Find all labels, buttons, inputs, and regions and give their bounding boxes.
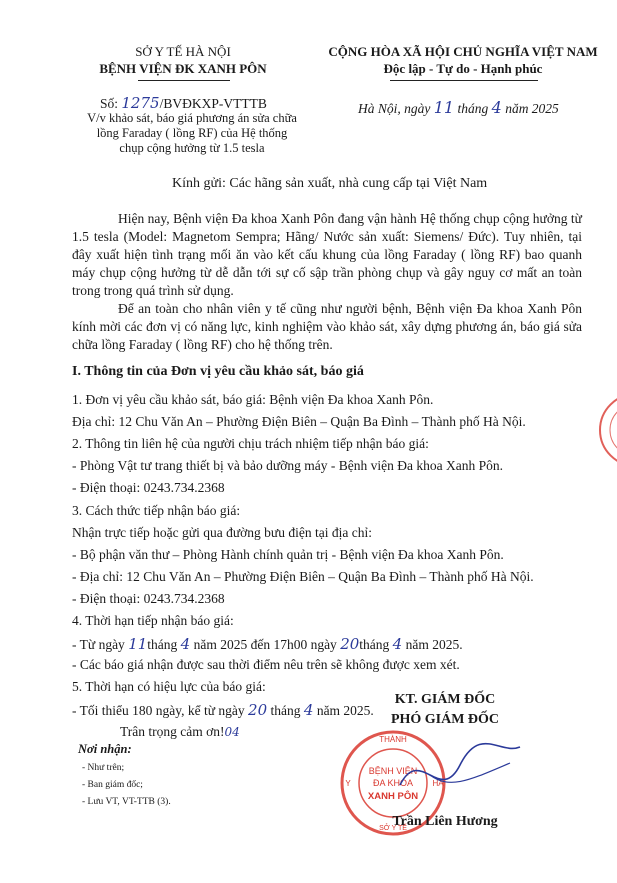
recipient-item: - Ban giám đốc; bbox=[82, 780, 143, 790]
country-name: CỘNG HÒA XÃ HỘI CHỦ NGHĨA VIỆT NAM bbox=[328, 44, 598, 59]
validity-day: 20 bbox=[248, 701, 268, 719]
document-number bbox=[100, 94, 267, 112]
info-line: - Điện thoại: 0243.734.2368 bbox=[72, 480, 225, 495]
subject-line-3: chụp cộng hưởng từ 1.5 tesla bbox=[119, 141, 265, 155]
info-line: - Địa chỉ: 12 Chu Văn An – Phường Điện Biên – Quận Ba Đình – Thành phố Hà Nội. bbox=[72, 569, 534, 584]
deadline-day-2: 20 bbox=[340, 635, 360, 653]
paragraph-2: Để an toàn cho nhân viên y tế cũng như người bệnh, Bệnh viện Đa khoa Xanh Pôn kính mời các đơn vị có năng lực, kinh nghiệm vào khảo sát, xây dựng phương án, báo giá sửa chữa lồng Faraday ( lồng RF) cho hệ thống trên. bbox=[72, 301, 582, 352]
date-month-label: tháng bbox=[457, 101, 489, 116]
closing bbox=[120, 724, 240, 740]
closing-text: Trân trọng cảm ơn! bbox=[120, 724, 225, 739]
deadline-day-1: 11 bbox=[128, 635, 148, 653]
recipient-item: - Như trên; bbox=[82, 763, 125, 773]
deadline-text-c: năm 2025 đến 17h00 ngày bbox=[193, 637, 337, 652]
date-place bbox=[358, 98, 559, 117]
date-day: 11 bbox=[433, 98, 455, 117]
validity-text-c: năm 2025. bbox=[316, 703, 374, 718]
stamp-right-text: HÀ bbox=[432, 779, 444, 788]
stamp-line-3: XANH PÔN bbox=[367, 791, 419, 802]
stamp-bottom-text: SỞ Y TẾ bbox=[379, 825, 407, 832]
deadline-text-a: - Từ ngày bbox=[72, 637, 125, 652]
late-note: - Các báo giá nhận được sau thời điểm nêu trên sẽ không được xem xét. bbox=[72, 657, 460, 672]
motto-underline bbox=[390, 80, 538, 81]
deadline-line bbox=[72, 635, 463, 653]
validity-text-b: tháng bbox=[270, 703, 301, 718]
validity-month: 4 bbox=[303, 701, 314, 719]
stamp-top-text: THÀNH bbox=[379, 735, 407, 744]
date-year: năm 2025 bbox=[505, 101, 559, 116]
subject-line-1: V/v khảo sát, báo giá phương án sửa chữa bbox=[87, 111, 297, 125]
paragraph-1: Hiện nay, Bệnh viện Đa khoa Xanh Pôn đang vận hành Hệ thống chụp cộng hưởng từ 1.5 tesla (Model: Magnetom Sempra; Hãng/ Nước sản xuất: Siemens/ Đức). Tuy nhiên, tại đây xuất hiện tình trạng mối ăn vào kết cấu khung của lồng Faraday ( lồng RF) bao quanh máy chụp cộng hưởng từ dễ dẫn tới sự cố sập trần phòng chụp và gây nguy cơ mất an toàn trong trong quá trình sử dụng. bbox=[72, 211, 582, 298]
stamp-line-1: BỆNH VIỆN bbox=[368, 766, 418, 776]
signer-name: Trần Liên Hương bbox=[392, 814, 498, 829]
info-line: - Điện thoại: 0243.734.2368 bbox=[72, 591, 225, 606]
ministry-name: SỞ Y TẾ HÀ NỘI bbox=[135, 44, 231, 59]
signer-role-2: PHÓ GIÁM ĐỐC bbox=[390, 712, 500, 727]
recipient-line: Kính gửi: Các hãng sản xuất, nhà cung cấp tại Việt Nam bbox=[172, 176, 488, 191]
signer-role-1: KT. GIÁM ĐỐC bbox=[394, 692, 496, 707]
stamp-left-text: Y bbox=[345, 779, 351, 788]
partial-stamp-icon bbox=[596, 390, 617, 470]
validity-title: 5. Thời hạn có hiệu lực của báo giá: bbox=[72, 679, 266, 694]
deadline-text-e: tháng bbox=[359, 637, 390, 652]
deadline-month-2: 4 bbox=[392, 635, 403, 653]
info-line: 4. Thời hạn tiếp nhận báo giá: bbox=[72, 613, 234, 628]
recipient-item: - Lưu VT, VT-TTB (3). bbox=[82, 797, 171, 807]
info-line: 1. Đơn vị yêu cầu khảo sát, báo giá: Bệnh viện Đa khoa Xanh Pôn. bbox=[72, 392, 434, 407]
doc-no-suffix: /BVĐKXP-VTTTB bbox=[159, 96, 267, 111]
subject-line-2: lồng Faraday ( lồng RF) của Hệ thống bbox=[96, 126, 288, 140]
date-place-label: Hà Nội, ngày bbox=[358, 101, 431, 116]
date-month: 4 bbox=[491, 98, 502, 117]
handwritten-signature-icon bbox=[390, 735, 530, 815]
hospital-underline bbox=[138, 80, 230, 81]
info-line: - Bộ phận văn thư – Phòng Hành chính quản trị - Bệnh viện Đa khoa Xanh Pôn. bbox=[72, 547, 504, 562]
validity-line bbox=[72, 701, 374, 719]
hospital-name: BỆNH VIỆN ĐK XANH PÔN bbox=[99, 61, 267, 76]
doc-no-handwritten: 1275 bbox=[121, 94, 160, 112]
info-line: Địa chỉ: 12 Chu Văn An – Phường Điện Biên – Quận Ba Đình – Thành phố Hà Nội. bbox=[72, 414, 526, 429]
info-line: 3. Cách thức tiếp nhận báo giá: bbox=[72, 503, 241, 518]
subject-block bbox=[72, 111, 312, 156]
doc-no-prefix: Số: bbox=[100, 96, 119, 111]
motto: Độc lập - Tự do - Hạnh phúc bbox=[383, 61, 543, 76]
info-line: - Phòng Vật tư trang thiết bị và bảo dưỡng máy - Bệnh viện Đa khoa Xanh Pôn. bbox=[72, 458, 503, 473]
section-title: I. Thông tin của Đơn vị yêu cầu khảo sát, báo giá bbox=[72, 364, 364, 379]
stamp-line-2: ĐA KHOA bbox=[372, 778, 414, 788]
info-line: Nhận trực tiếp hoặc gửi qua đường bưu điện tại địa chỉ: bbox=[72, 525, 372, 540]
recipients-title: Nơi nhận: bbox=[78, 742, 132, 756]
validity-text-a: - Tối thiểu 180 ngày, kể từ ngày bbox=[72, 703, 245, 718]
closing-handwritten: 04 bbox=[224, 725, 240, 739]
deadline-text-b: tháng bbox=[147, 637, 178, 652]
deadline-text-f: năm 2025. bbox=[405, 637, 463, 652]
deadline-month-1: 4 bbox=[180, 635, 191, 653]
info-line: 2. Thông tin liên hệ của người chịu trách nhiệm tiếp nhận báo giá: bbox=[72, 436, 429, 451]
